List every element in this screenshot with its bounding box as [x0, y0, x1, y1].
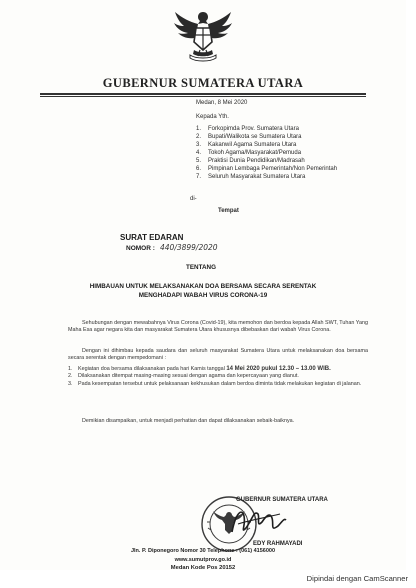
letter-type: SURAT EDARAN [120, 233, 184, 242]
recipient-list [196, 125, 337, 181]
list-item: 1. Forkopimda Prov. Sumatera Utara [196, 126, 299, 132]
place-date: Medan, 8 Mei 2020 [196, 100, 248, 106]
list-item: 4. Tokoh Agama/Masyarakat/Pemuda [196, 150, 302, 156]
closing-paragraph: Demikian disampaikan, untuk menjadi perhatian dan dapat dilaksanakan sebaik-baiknya. [82, 418, 295, 424]
di-label: di- [190, 196, 197, 202]
body-paragraph-1: Sehubungan dengan mewabahnya Virus Corona (Covid-19), kita memohon dan berdoa kepada Allah SWT, Tuhan Yang Maha Esa agar negara kita dan masyarakat Sumatera Utara khususnya dibebaskan dari wabah Virus Corona. [68, 320, 368, 334]
tempat-label: Tempat [218, 208, 239, 214]
header-rule-thin [40, 96, 366, 97]
addressee-label: Kepada Yth. [196, 114, 229, 120]
list-item: 7. Seluruh Masyarakat Sumatera Utara [196, 174, 306, 180]
scanner-watermark: Dipindai dengan CamScanner [306, 574, 408, 583]
list-item: 2. Bupati/Walikota se Sumatera Utara [196, 134, 302, 140]
subject-line-1: HIMBAUAN UNTUK MELAKSANAKAN DOA BERSAMA SECARA SERENTAK [89, 283, 317, 290]
list-item: 1. Kegiatan doa bersama dilaksanakan pada hari Kamis tanggal 14 Mei 2020 pukul 12.30 – 13.00 WIB. [68, 366, 331, 372]
list-item: 2. Dilaksanakan ditempat masing-masing sesuai dengan agama dan kepercayaan yang dianut. [68, 373, 299, 380]
subject-line-2: MENGHADAPI WABAH VIRUS CORONA-19 [138, 292, 268, 299]
footer-address: Jln. P. Diponegoro Nomor 30 Telephone : (061) 4156000 [130, 548, 276, 554]
footer-website: www.sumutprov.go.id [174, 557, 232, 563]
garuda-emblem-icon [172, 8, 234, 66]
signatory-title: GUBERNUR SUMATERA UTARA [236, 497, 328, 503]
tentang-label: TENTANG [186, 264, 216, 271]
signatory-name: EDY RAHMAYADI [253, 541, 303, 547]
list-item: 3. Kakanwil Agama Sumatera Utara [196, 142, 297, 148]
list-item: 3. Pada kesempatan tersebut untuk pelaksanaan kekhusukan dalam berdoa diminta tidak melakukan kegiatan di jalanan. [68, 380, 362, 387]
letter-number-label: NOMOR : [126, 245, 155, 252]
list-item: 5. Praktisi Dunia Pendidikan/Madrasah [196, 158, 305, 164]
body-paragraph-2: Dengan ini dihimbau kepada saudara dan seluruh masyarakat Sumatera Utara untuk melaksanakan doa bersama secara serentak dengan mempedomani : [68, 348, 368, 362]
header-rule-thick [40, 93, 366, 95]
list-item: 6. Pimpinan Lembaga Pemerintah/Non Pemerintah [196, 166, 338, 172]
footer-postcode: Medan Kode Pos 20152 [170, 565, 236, 571]
handwritten-signature-icon [226, 502, 288, 542]
header-title: GUBERNUR SUMATERA UTARA [102, 76, 304, 90]
letter-number-value: 440/3899/2020 [160, 243, 218, 252]
instruction-list [68, 366, 368, 388]
